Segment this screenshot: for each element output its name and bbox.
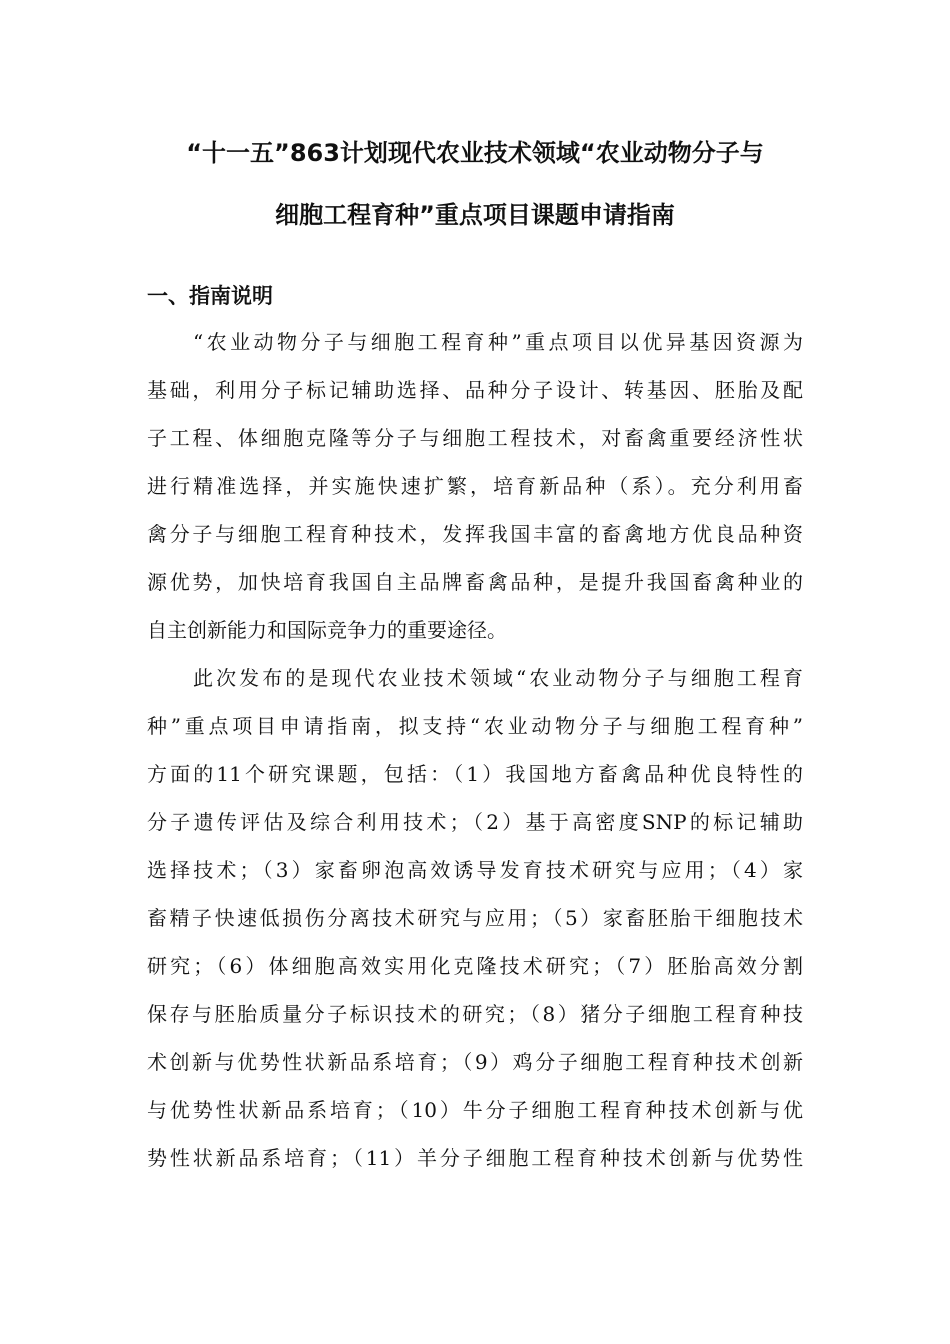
paragraph-1-line: “农业动物分子与细胞工程育种”重点项目以优异基因资源为 bbox=[193, 330, 803, 354]
paragraph-2-line: 分子遗传评估及综合利用技术；（2）基于高密度SNP的标记辅助 bbox=[147, 810, 803, 834]
paragraph-2-line: 方面的11个研究课题，包括：（1）我国地方畜禽品种优良特性的 bbox=[147, 762, 803, 786]
paragraph-2-line: 选择技术；（3）家畜卵泡高效诱导发育技术研究与应用；（4）家 bbox=[147, 858, 803, 882]
paragraph-2-line: 势性状新品系培育；（11）羊分子细胞工程育种技术创新与优势性 bbox=[147, 1146, 803, 1170]
document-title-line-1: “十一五”863计划现代农业技术领域“农业动物分子与 bbox=[186, 139, 764, 167]
section-heading: 一、指南说明 bbox=[147, 284, 273, 308]
paragraph-1-line: 源优势，加快培育我国自主品牌畜禽品种，是提升我国畜禽种业的 bbox=[147, 570, 803, 594]
document-title-line-2: 细胞工程育种”重点项目课题申请指南 bbox=[275, 201, 675, 229]
paragraph-1-line: 子工程、体细胞克隆等分子与细胞工程技术，对畜禽重要经济性状 bbox=[147, 426, 803, 450]
paragraph-1-line: 基础，利用分子标记辅助选择、品种分子设计、转基因、胚胎及配 bbox=[147, 378, 803, 402]
paragraph-2-line: 与优势性状新品系培育；（10）牛分子细胞工程育种技术创新与优 bbox=[147, 1098, 803, 1122]
paragraph-1-line: 自主创新能力和国际竞争力的重要途径。 bbox=[147, 618, 507, 642]
paragraph-2-line: 此次发布的是现代农业技术领域“农业动物分子与细胞工程育 bbox=[193, 666, 803, 690]
paragraph-2-line: 种”重点项目申请指南，拟支持“农业动物分子与细胞工程育种” bbox=[147, 714, 803, 738]
paragraph-2-line: 畜精子快速低损伤分离技术研究与应用；（5）家畜胚胎干细胞技术 bbox=[147, 906, 803, 930]
paragraph-1-line: 禽分子与细胞工程育种技术，发挥我国丰富的畜禽地方优良品种资 bbox=[147, 522, 803, 546]
paragraph-2-line: 保存与胚胎质量分子标识技术的研究；（8）猪分子细胞工程育种技 bbox=[147, 1002, 803, 1026]
paragraph-2-line: 研究；（6）体细胞高效实用化克隆技术研究；（7）胚胎高效分割 bbox=[147, 954, 803, 978]
paragraph-1-line: 进行精准选择，并实施快速扩繁，培育新品种（系）。充分利用畜 bbox=[147, 474, 803, 498]
paragraph-2-line: 术创新与优势性状新品系培育；（9）鸡分子细胞工程育种技术创新 bbox=[147, 1050, 803, 1074]
